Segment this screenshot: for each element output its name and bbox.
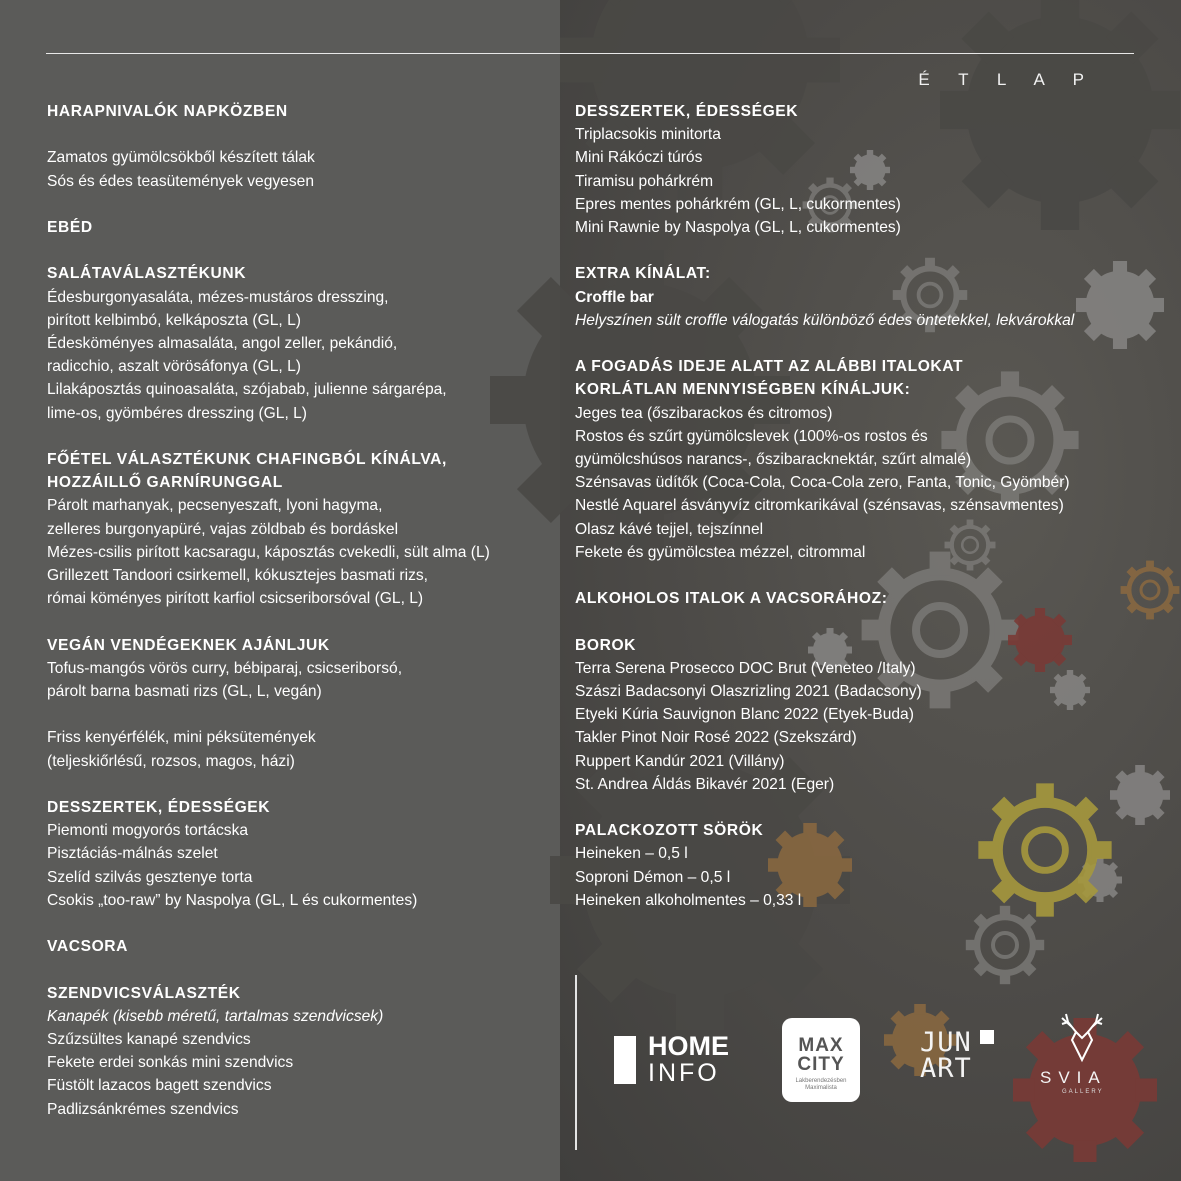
section-heading: SALÁTAVÁLASZTÉKUNK bbox=[47, 265, 247, 283]
max-city-line1: MAX bbox=[798, 1035, 844, 1056]
menu-item: Sós és édes teasütemények vegyesen bbox=[47, 172, 314, 190]
menu-item: Heineken alkoholmentes – 0,33 l bbox=[575, 891, 802, 909]
left-column bbox=[47, 100, 557, 1121]
home-info-line1: HOME bbox=[648, 1031, 729, 1061]
menu-item: Csokis „too-raw” by Naspolya (GL, L és cukormentes) bbox=[47, 891, 418, 909]
menu-item: Croffle bar bbox=[575, 288, 654, 306]
spacer bbox=[575, 332, 1135, 355]
right-column bbox=[575, 100, 1135, 912]
menu-item: Heineken – 0,5 l bbox=[575, 845, 688, 863]
section-heading: A FOGADÁS IDEJE ALATT AZ ALÁBBI ITALOKAT bbox=[575, 358, 964, 376]
menu-item: lime-os, gyömbéres dresszing (GL, L) bbox=[47, 404, 307, 422]
svia-gallery-logo bbox=[1032, 1010, 1132, 1120]
menu-item: Mini Rawnie by Naspolya (GL, L, cukormentes) bbox=[575, 219, 901, 237]
max-city-logo bbox=[782, 1018, 860, 1102]
spacer bbox=[47, 773, 557, 796]
menu-item: (teljeskiőrlésű, rozsos, magos, házi) bbox=[47, 752, 295, 770]
spacer bbox=[47, 912, 557, 935]
spacer bbox=[575, 796, 1135, 819]
menu-item: Nestlé Aquarel ásványvíz citromkarikával (szénsavas, szénsavmentes) bbox=[575, 497, 1064, 515]
section-heading: HARAPNIVALÓK NAPKÖZBEN bbox=[47, 103, 288, 120]
menu-item: Párolt marhanyak, pecsenyeszaft, lyoni hagyma, bbox=[47, 497, 383, 515]
home-info-bar-icon bbox=[614, 1036, 636, 1084]
menu-item: Tiramisu pohárkrém bbox=[575, 172, 714, 190]
menu-item: Takler Pinot Noir Rosé 2022 (Szekszárd) bbox=[575, 729, 857, 747]
section-heading: DESSZERTEK, ÉDESSÉGEK bbox=[575, 103, 799, 120]
menu-item: pirított kelbimbó, kelkáposzta (GL, L) bbox=[47, 311, 301, 329]
home-info-logo bbox=[612, 1028, 742, 1088]
menu-item: Fekete erdei sonkás mini szendvics bbox=[47, 1054, 294, 1072]
section-heading: HOZZÁILLŐ GARNÍRUNGGAL bbox=[47, 474, 283, 492]
menu-item: Triplacsokis minitorta bbox=[575, 126, 721, 144]
max-city-subtitle: Lakberendezésben Maximalista bbox=[795, 1078, 847, 1091]
menu-item: párolt barna basmati rizs (GL, L, vegán) bbox=[47, 683, 322, 700]
sponsor-logos bbox=[612, 1010, 1132, 1120]
svia-subtitle: GALLERY bbox=[1062, 1089, 1104, 1095]
menu-item: Fekete és gyümölcstea mézzel, citrommal bbox=[575, 543, 866, 561]
jun-art-square-icon bbox=[980, 1030, 994, 1044]
menu-item: Terra Serena Prosecco DOC Brut (Veneteo /Italy) bbox=[575, 659, 916, 677]
section-heading: KORLÁTLAN MENNYISÉGBEN KÍNÁLJUK: bbox=[575, 381, 911, 399]
section-heading: EXTRA KÍNÁLAT: bbox=[575, 265, 711, 283]
menu-item: Olasz kávé tejjel, tejszínnel bbox=[575, 520, 764, 538]
menu-item: gyümölcshúsos narancs-, őszibaracknektár, szűrt almalé) bbox=[575, 451, 972, 469]
home-info-line2: INFO bbox=[648, 1059, 720, 1087]
menu-item: Lilakáposztás quinoasaláta, szójabab, julienne sárgarépa, bbox=[47, 381, 447, 399]
menu-item: Jeges tea (őszibarackos és citromos) bbox=[575, 404, 833, 422]
menu-item: Kanapék (kisebb méretű, tartalmas szendvicsek) bbox=[47, 1007, 384, 1025]
spacer bbox=[47, 958, 557, 981]
section-heading: VACSORA bbox=[47, 938, 129, 956]
menu-item: Rostos és szűrt gyümölcslevek (100%-os rostos és bbox=[575, 427, 928, 445]
menu-item: Szűzsültes kanapé szendvics bbox=[47, 1030, 251, 1048]
menu-item: radicchio, aszalt vörösáfonya (GL, L) bbox=[47, 358, 301, 376]
menu-item: Padlizsánkrémes szendvics bbox=[47, 1100, 239, 1118]
menu-item: Grillezett Tandoori csirkemell, kókusztejes basmati rizs, bbox=[47, 567, 429, 584]
menu-item: Soproni Démon – 0,5 l bbox=[575, 868, 731, 886]
menu-item: Édesköményes almasaláta, angol zeller, pekándió, bbox=[47, 334, 398, 352]
menu-item: Édesburgonyasaláta, mézes-mustáros dresszing, bbox=[47, 288, 389, 306]
spacer bbox=[575, 564, 1135, 587]
menu-item: Zamatos gyümölcsökből készített tálak bbox=[47, 149, 315, 167]
deer-icon bbox=[1032, 1010, 1132, 1070]
spacer bbox=[575, 610, 1135, 633]
menu-item: Tofus-mangós vörös curry, bébiparaj, csicseriborsó, bbox=[47, 659, 403, 677]
jun-art-line1: JUN bbox=[920, 1027, 972, 1058]
menu-item: Szénsavas üdítők (Coca-Cola, Coca-Cola zero, Fanta, Tonic, Gyömbér) bbox=[575, 474, 1070, 492]
section-heading: DESSZERTEK, ÉDESSÉGEK bbox=[47, 798, 271, 816]
section-heading: FŐÉTEL VÁLASZTÉKUNK CHAFINGBÓL KÍNÁLVA, bbox=[47, 450, 447, 468]
spacer bbox=[47, 703, 557, 726]
menu-item: Etyeki Kúria Sauvignon Blanc 2022 (Etyek-Buda) bbox=[575, 706, 914, 724]
menu-item: római köményes pirított karfiol csicseriborsóval (GL, L) bbox=[47, 590, 424, 608]
section-heading: BOROK bbox=[575, 636, 637, 654]
spacer bbox=[47, 123, 557, 146]
spacer bbox=[575, 239, 1135, 262]
jun-art-logo bbox=[920, 1027, 1000, 1090]
menu-item: Mini Rákóczi túrós bbox=[575, 149, 703, 167]
menu-item: Szászi Badacsonyi Olaszrizling 2021 (Badacsony) bbox=[575, 683, 922, 701]
logo-divider bbox=[575, 975, 577, 1150]
menu-item: Füstölt lazacos bagett szendvics bbox=[47, 1077, 272, 1095]
menu-item: Mézes-csilis pirított kacsaragu, káposztás cvekedli, sült alma (L) bbox=[47, 543, 490, 561]
svia-text: SVIA bbox=[1040, 1068, 1107, 1087]
menu-item: Pisztáciás-málnás szelet bbox=[47, 845, 218, 863]
menu-item: Epres mentes pohárkrém (GL, L, cukormentes) bbox=[575, 195, 901, 213]
section-heading: SZENDVICSVÁLASZTÉK bbox=[47, 984, 241, 1002]
section-heading: EBÉD bbox=[47, 218, 93, 236]
menu-item: Helyszínen sült croffle válogatás különböző édes öntetekkel, lekvárokkal bbox=[575, 311, 1075, 329]
menu-item: Szelíd szilvás gesztenye torta bbox=[47, 868, 253, 886]
spacer bbox=[47, 425, 557, 448]
spacer bbox=[47, 193, 557, 216]
menu-item: Piemonti mogyorós tortácska bbox=[47, 822, 249, 840]
menu-item: zelleres burgonyapüré, vajas zöldbab és bordáskel bbox=[47, 520, 399, 538]
spacer bbox=[47, 239, 557, 262]
section-heading: PALACKOZOTT SÖRÖK bbox=[575, 822, 764, 840]
top-rule bbox=[46, 53, 1134, 54]
page-title: É T L A P bbox=[918, 70, 1096, 89]
jun-art-line2: ART bbox=[920, 1053, 972, 1084]
max-city-line2: CITY bbox=[797, 1054, 845, 1075]
menu-item: Ruppert Kandúr 2021 (Villány) bbox=[575, 752, 785, 770]
section-heading: ALKOHOLOS ITALOK A VACSORÁHOZ: bbox=[575, 590, 888, 608]
menu-item: Friss kenyérfélék, mini péksütemények bbox=[47, 729, 316, 747]
menu-item: St. Andrea Áldás Bikavér 2021 (Eger) bbox=[575, 775, 835, 793]
spacer bbox=[47, 610, 557, 633]
section-heading: VEGÁN VENDÉGEKNEK AJÁNLJUK bbox=[47, 636, 330, 654]
